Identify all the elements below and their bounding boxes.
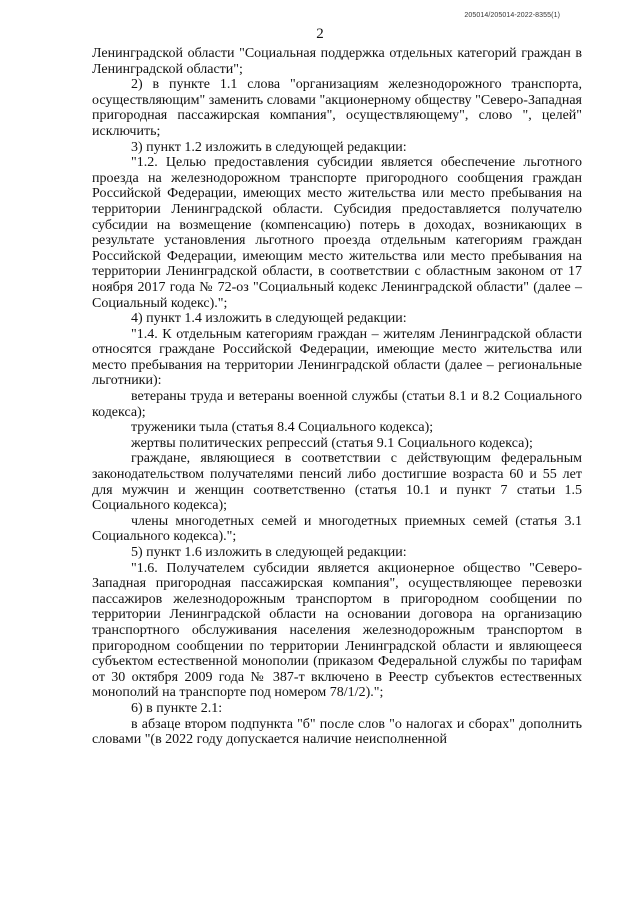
document-id: 205014/205014-2022-8355(1) (464, 12, 560, 19)
paragraph: "1.2. Целью предоставления субсидии является обеспечение льготного проезда на железнодорожном транспорте пригородного сообщения граждан Российской Федерации, имеющих место жительства или место пребывания на территории Ленинградской области. Субсидия предоставляется получателю субсидии на возмещение (компенсацию) потерь в доходах, возникающих в результате установления льготного проезда отдельным категориям граждан Российской Федерации, имеющим место жительства или место пребывания на территории Ленинградской области, в соответствии с областным законом от 17 ноября 2017 года № 72-оз "Социальный кодекс Ленинградской области" (далее – Социальный кодекс)."; (92, 155, 582, 311)
paragraph: в абзаце втором подпункта "б" после слов "о налогах и сборах" дополнить словами "(в 2022 году допускается наличие неисполненной (92, 716, 582, 748)
paragraph: 5) пункт 1.6 изложить в следующей редакции: (131, 545, 407, 560)
paragraph: члены многодетных семей и многодетных приемных семей (статья 3.1 Социального кодекса)."; (92, 513, 582, 545)
page-number: 2 (316, 26, 324, 42)
document-body (92, 46, 582, 748)
paragraph: 6) в пункте 2.1: (131, 700, 223, 716)
paragraph: 2) в пункте 1.1 слова "организациям железнодорожного транспорта, осуществляющим" заменить словами "акционерному обществу "Северо-Западная пригородная пассажирская компания", осуществляющему", слово ", целей" исключить; (92, 77, 582, 139)
paragraph: труженики тыла (статья 8.4 Социального кодекса); (131, 420, 434, 436)
paragraph: жертвы политических репрессий (статья 9.1 Социального кодекса); (131, 435, 533, 451)
paragraph: 3) пункт 1.2 изложить в следующей редакции: (131, 139, 407, 155)
paragraph: "1.4. К отдельным категориям граждан – жителям Ленинградской области относятся граждане Российской Федерации, имеющие место жительства или место пребывания на территории Ленинградской области (далее – региональные льготники): (92, 326, 582, 389)
paragraph: 4) пункт 1.4 изложить в следующей редакции: (131, 311, 407, 327)
paragraph: граждане, являющиеся в соответствии с действующим федеральным законодательством получателями пенсий либо достигшие возраста 60 и 55 лет для мужчин и женщин соответственно (статья 10.1 и пункт 7 статьи 1.5 Социального кодекса); (92, 451, 582, 514)
paragraph: "1.6. Получателем субсидии является акционерное общество "Северо-Западная пригородная пассажирская компания", осуществляющее перевозки пассажиров железнодорожным транспортом в пригородном сообщении по территории Ленинградской области на основании договора на организацию транспортного обслуживания населения железнодорожным транспортом в пригородном сообщении по территории Ленинградской области и являющееся субъектом естественной монополии (приказом Федеральной службы по тарифам от 30 октября 2009 года № 387-т включено в Реестр субъектов естественных монополий на транспорте под номером 78/1/2)."; (92, 560, 582, 701)
paragraph: Ленинградской области "Социальная поддержка отдельных категорий граждан в Ленинградской области"; (92, 46, 582, 77)
paragraph: ветераны труда и ветераны военной службы (статьи 8.1 и 8.2 Социального кодекса); (92, 389, 582, 420)
